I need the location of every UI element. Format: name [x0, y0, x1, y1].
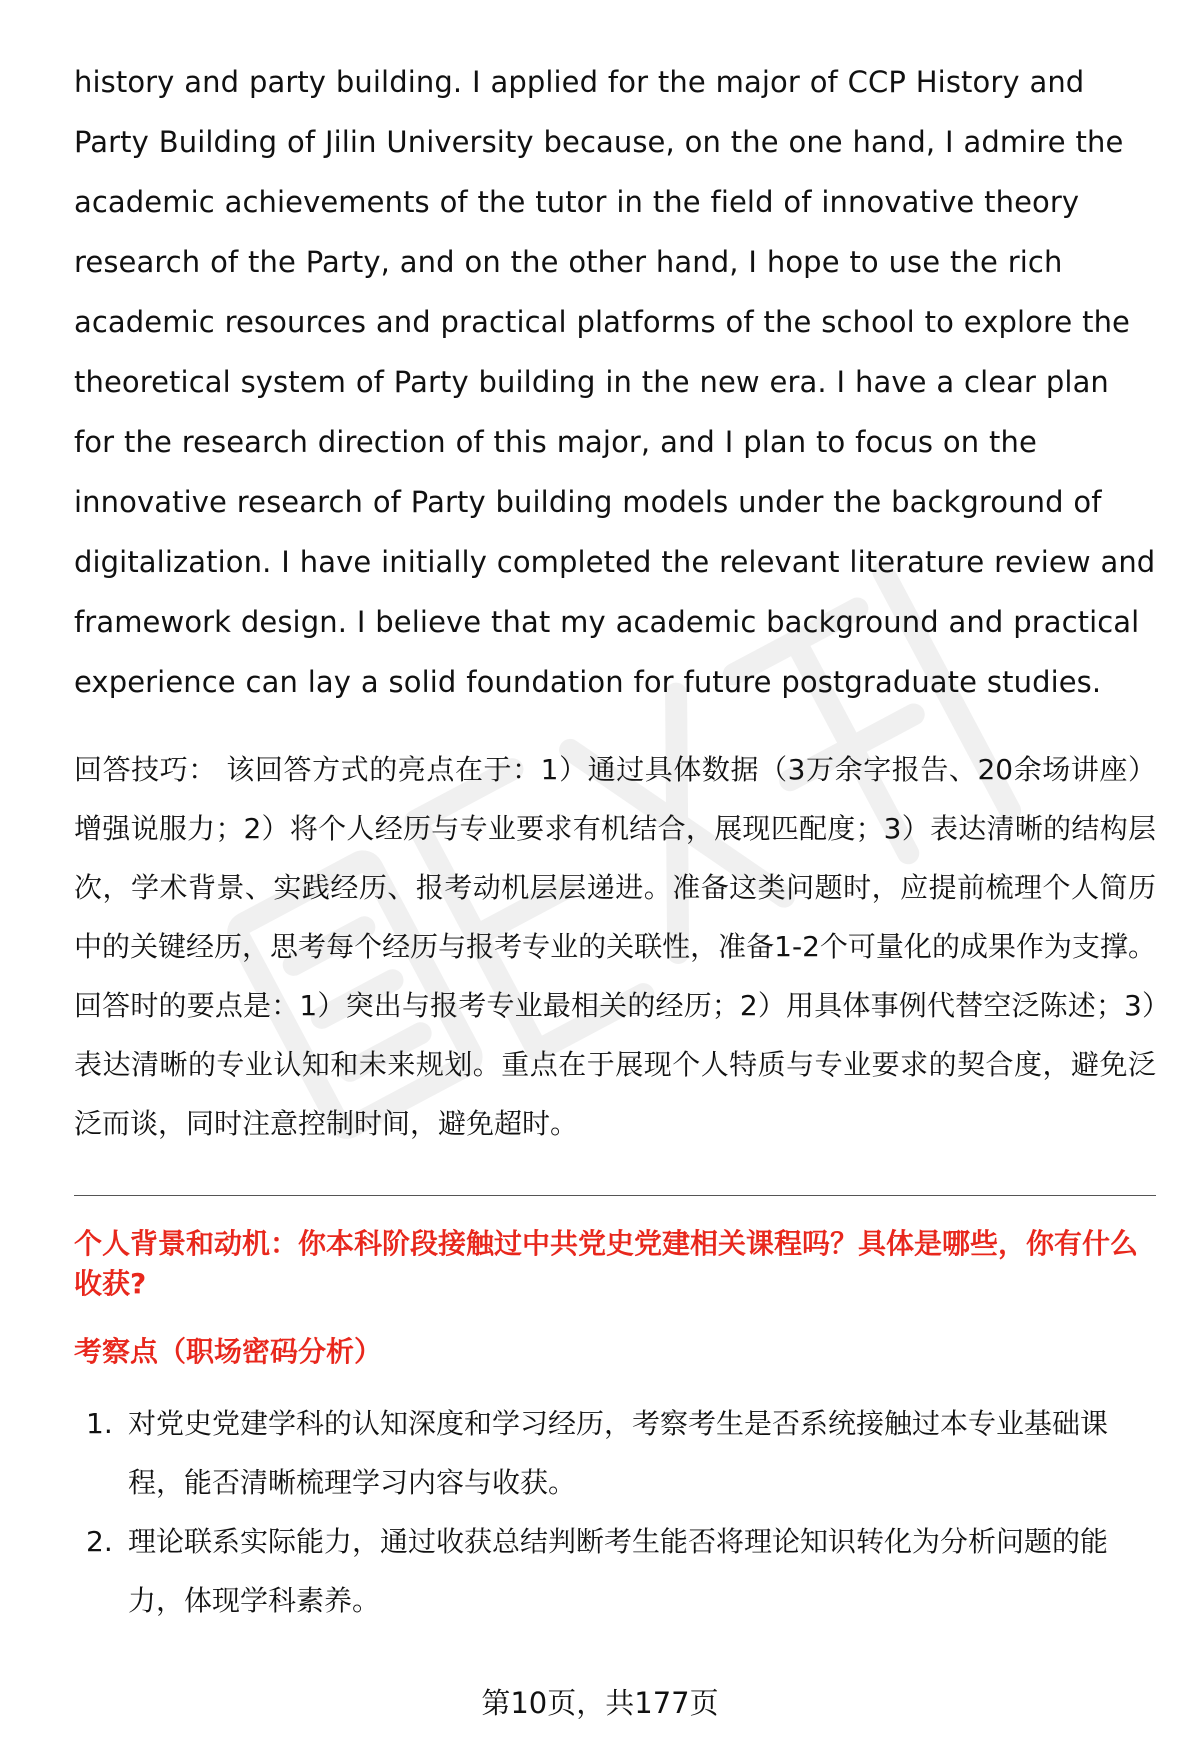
section-divider — [74, 1195, 1156, 1196]
list-item — [74, 1394, 1156, 1512]
tips-label: 回答技巧： — [74, 753, 217, 786]
list-item-number: 1. — [86, 1407, 113, 1440]
page-content — [74, 52, 1156, 1630]
answer-tips-paragraph — [74, 740, 1156, 1153]
assessment-points-list — [74, 1394, 1156, 1630]
page-footer: 第10页，共177页 — [481, 1686, 719, 1720]
list-item — [74, 1512, 1156, 1630]
question-title: 个人背景和动机：你本科阶段接触过中共党史党建相关课程吗？具体是哪些，你有什么收获? — [74, 1227, 1139, 1300]
list-item-text: 理论联系实际能力，通过收获总结判断考生能否将理论知识转化为分析问题的能力，体现学科素养。 — [128, 1525, 1109, 1617]
assessment-points-heading: 考察点（职场密码分析） — [74, 1335, 383, 1368]
list-item-number: 2. — [86, 1525, 113, 1558]
tips-text: 该回答方式的亮点在于：1）通过具体数据（3万余字报告、20余场讲座）增强说服力；2）将个人经历与专业要求有机结合，展现匹配度；3）表达清晰的结构层次，学术背景、实践经历、报考动机层层递进。准备这类问题时，应提前梳理个人简历中的关键经历，思考每个经历与报考专业的关联性，准备1-2个可量化的成果作为支撑。回答时的要点是：1）突出与报考专业最相关的经历；2）用具体事例代替空泛陈述；3）表达清晰的专业认知和未来规划。重点在于展现个人特质与专业要求的契合度，避免泛泛而谈，同时注意控制时间，避免超时。 — [74, 753, 1156, 1140]
list-item-text: 对党史党建学科的认知深度和学习经历，考察考生是否系统接触过本专业基础课程，能否清晰梳理学习内容与收获。 — [128, 1407, 1109, 1499]
answer-english-paragraph: history and party building. I applied for the major of CCP History and Party Building of Jilin University because, on the one hand, I admire the academic achievements of the tutor in the field of innovative theory research of the Party, and on the other hand, I hope to use the rich academic resources and practical platforms of the school to explore the theoretical system of Party building in the new era. I have a clear plan for the research direction of this major, and I plan to focus on the innovative research of Party building models under the background of digitalization. I have initially completed the relevant literature review and framework design. I believe that my academic background and practical experience can lay a solid foundation for future postgraduate studies. — [74, 65, 1156, 699]
